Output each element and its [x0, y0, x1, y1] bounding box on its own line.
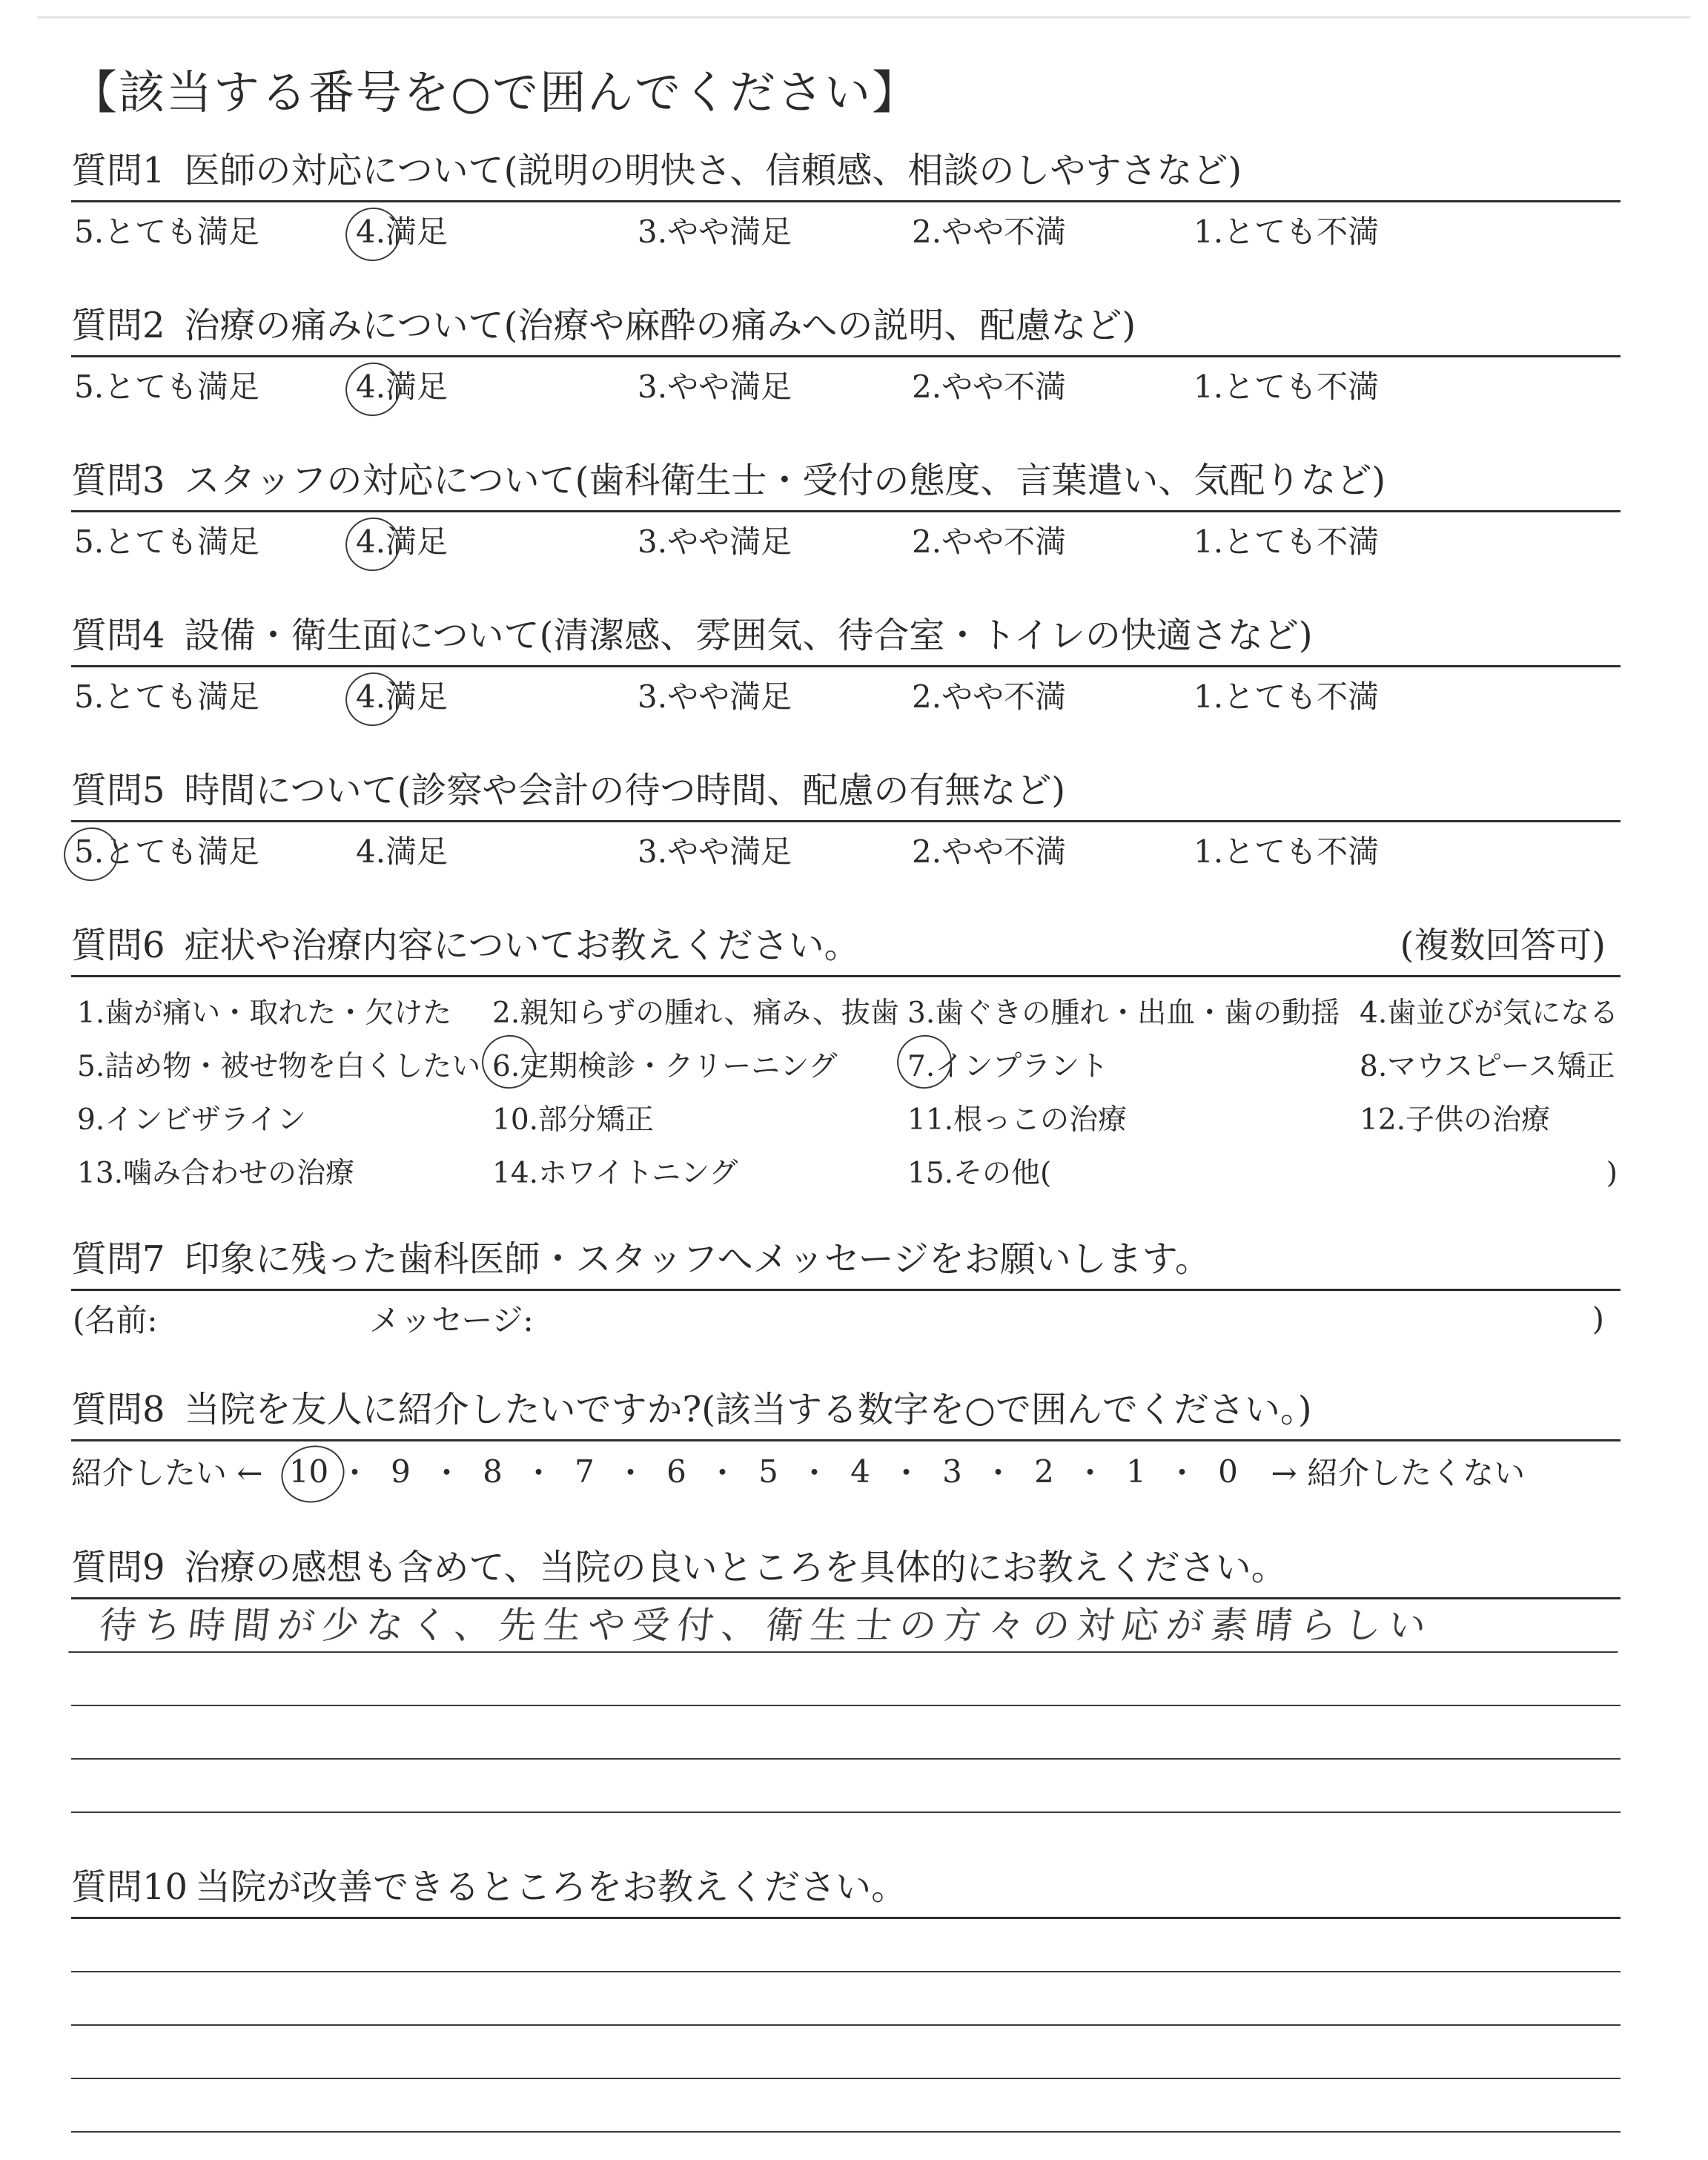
rating-option[interactable]	[1194, 518, 1379, 562]
rating-option[interactable]	[356, 673, 448, 717]
option-label: 歯が痛い・取れた・欠けた	[105, 997, 452, 1030]
option-number: 4.	[356, 369, 386, 405]
question-header	[71, 606, 1621, 667]
option-label: やや満足	[667, 524, 792, 560]
option-label: やや満足	[667, 833, 792, 870]
answer-lines	[71, 1919, 1621, 2133]
rating-option[interactable]	[1194, 208, 1379, 252]
question-6	[71, 916, 1621, 1200]
message-label: メッセージ:	[369, 1302, 534, 1338]
scale-value[interactable]: 1	[1126, 1453, 1146, 1490]
rating-option[interactable]	[912, 673, 1066, 717]
option-label: 満足	[385, 214, 448, 250]
rating-options	[71, 667, 1621, 722]
question-number: 質問4	[71, 615, 165, 656]
option-label: やや不満	[941, 678, 1067, 715]
question-text: 時間について(診察や会計の待つ時間、配慮の有無など)	[184, 770, 1066, 811]
symptom-option[interactable]	[1360, 1094, 1626, 1146]
option-label: とても不満	[1223, 833, 1380, 870]
option-number: 2.	[912, 833, 942, 870]
question-5	[71, 761, 1621, 877]
option-number: 10.	[492, 1103, 539, 1137]
question-8	[71, 1380, 1621, 1501]
question-header	[71, 141, 1621, 202]
option-number: 4.	[356, 524, 386, 560]
option-number: 3.	[638, 524, 668, 560]
rating-options	[71, 357, 1621, 412]
question-text: 印象に残った歯科医師・スタッフへメッセージをお願いします。	[184, 1238, 1211, 1280]
rating-options	[71, 202, 1621, 257]
name-label: (名前:	[73, 1302, 158, 1338]
rating-option[interactable]	[638, 828, 792, 872]
option-label: 根っこの治療	[953, 1103, 1128, 1137]
question-number: 質問6	[71, 925, 165, 966]
handwritten-answer: 待ち時間が少なく、先生や受付、衛生士の方々の対応が素晴らしい	[68, 1599, 1623, 1653]
symptom-option[interactable]	[492, 988, 907, 1040]
option-number: 2.	[912, 214, 942, 250]
question-4	[71, 606, 1621, 722]
scale-value[interactable]: 8	[483, 1453, 503, 1490]
multiple-answer-note: (複数回答可)	[1400, 925, 1606, 966]
option-number: 14.	[492, 1157, 539, 1190]
scale-value[interactable]: 9	[391, 1453, 411, 1490]
rating-option[interactable]	[638, 518, 792, 562]
rating-option[interactable]	[1194, 673, 1379, 717]
question-7	[71, 1229, 1621, 1346]
option-label: マウスピース矯正	[1387, 1050, 1615, 1083]
rating-option[interactable]	[912, 208, 1066, 252]
option-number: 2.	[912, 369, 942, 405]
rating-option[interactable]	[356, 828, 448, 872]
option-label: やや不満	[941, 214, 1067, 250]
option-label: 歯並びが気になる	[1387, 997, 1619, 1030]
option-number: 2.	[492, 997, 520, 1030]
option-label: 詰め物・被せ物を白くしたい	[105, 1050, 481, 1083]
option-number: 4.	[356, 678, 386, 715]
rating-option[interactable]	[74, 828, 259, 872]
option-number: 5.	[74, 833, 105, 870]
symptom-option[interactable]	[492, 1094, 907, 1146]
option-number: 9.	[77, 1103, 105, 1137]
symptom-option[interactable]	[492, 1148, 907, 1200]
rating-option[interactable]	[912, 828, 1066, 872]
option-number: 4.	[1360, 997, 1388, 1030]
answer-lines	[71, 1597, 1621, 1813]
question-2	[71, 296, 1621, 412]
rating-option[interactable]	[638, 673, 792, 717]
rating-option[interactable]	[74, 518, 259, 562]
question-text: 当院を友人に紹介したいですか?(該当する数字を○で囲んでください。)	[184, 1389, 1312, 1430]
symptom-option[interactable]	[77, 1094, 492, 1146]
scale-value[interactable]: 4	[850, 1453, 870, 1490]
option-number: 12.	[1360, 1103, 1406, 1137]
scale-value[interactable]: 10	[285, 1453, 333, 1490]
option-label: とても不満	[1223, 524, 1380, 560]
option-number: 5.	[74, 524, 105, 560]
symptom-option[interactable]	[907, 1148, 1360, 1200]
scan-top-edge	[37, 16, 1690, 19]
question-text: スタッフの対応について(歯科衛生士・受付の態度、言葉遣い、気配りなど)	[184, 460, 1386, 501]
option-number: 11.	[907, 1103, 954, 1137]
question-3	[71, 451, 1621, 567]
rating-options	[71, 512, 1621, 567]
option-number: 15.	[907, 1157, 954, 1190]
answer-line	[71, 1972, 1621, 2026]
question-header	[71, 1857, 1621, 1919]
rating-options	[71, 822, 1621, 877]
rating-option[interactable]	[356, 518, 448, 562]
rating-option[interactable]	[356, 208, 448, 252]
scale-left-label: 紹介したい ←	[71, 1455, 263, 1491]
answer-line	[71, 2026, 1621, 2079]
option-label: やや満足	[667, 678, 792, 715]
symptom-option[interactable]	[907, 988, 1360, 1040]
question-text: 当院が改善できるところをお教えください。	[195, 1866, 907, 1908]
scale-separator: ・	[339, 1455, 371, 1491]
option-label: やや不満	[941, 833, 1067, 870]
symptom-option[interactable]	[492, 1041, 907, 1093]
option-label: やや満足	[667, 369, 792, 405]
question-text: 治療の痛みについて(治療や麻酔の痛みへの説明、配慮など)	[184, 305, 1136, 346]
scale-value[interactable]: 0	[1218, 1453, 1238, 1490]
question-text: 症状や治療内容についてお教えください。	[184, 925, 860, 966]
question-number: 質問2	[71, 305, 165, 346]
survey-sheet	[71, 59, 1621, 2133]
question-header	[71, 451, 1621, 512]
scale-separator: ・	[890, 1455, 922, 1491]
rating-option[interactable]	[74, 208, 259, 252]
scale-separator: ・	[431, 1455, 463, 1491]
option-number: 3.	[907, 997, 936, 1030]
scale-separator: ・	[706, 1455, 738, 1491]
option-label: 子供の治療	[1406, 1103, 1551, 1137]
answer-line	[71, 2079, 1621, 2133]
option-number: 3.	[638, 678, 668, 715]
option-number: 1.	[1194, 369, 1224, 405]
option-label: インプラント	[935, 1050, 1109, 1083]
option-number: 6.	[492, 1041, 520, 1093]
option-label: とても満足	[104, 833, 260, 870]
scale-separator: ・	[615, 1455, 646, 1491]
option-label: ホワイトニング	[538, 1157, 738, 1190]
option-label: とても満足	[104, 214, 260, 250]
symptom-option[interactable]	[1360, 988, 1626, 1040]
rating-option[interactable]	[74, 363, 259, 407]
recommend-scale	[71, 1441, 1621, 1501]
scale-right-label: → 紹介したくない	[1271, 1455, 1526, 1491]
symptom-option[interactable]	[1360, 1041, 1626, 1093]
option-label: 定期検診・クリーニング	[520, 1050, 838, 1083]
scale-separator: ・	[1166, 1455, 1198, 1491]
scale-separator: ・	[523, 1455, 555, 1491]
symptom-options	[71, 977, 1621, 1200]
scale-value[interactable]: 5	[758, 1453, 778, 1490]
option-number: 1.	[1194, 214, 1224, 250]
question-text: 医師の対応について(説明の明快さ、信頼感、相談のしやすさなど)	[184, 150, 1242, 191]
option-label: 満足	[385, 369, 448, 405]
scale-value[interactable]: 6	[666, 1453, 686, 1490]
option-label: 親知らずの腫れ、痛み、抜歯	[520, 997, 899, 1030]
rating-option[interactable]	[1194, 828, 1379, 872]
option-number: 2.	[912, 524, 942, 560]
question-header	[71, 761, 1621, 822]
option-label: とても満足	[104, 369, 260, 405]
option-number: 5.	[74, 678, 105, 715]
question-number: 質問8	[71, 1389, 165, 1430]
rating-option[interactable]	[638, 363, 792, 407]
symptom-option[interactable]	[907, 1041, 1360, 1093]
option-number: 5.	[74, 369, 105, 405]
question-number: 質問1	[71, 150, 165, 191]
option-number: 1.	[1194, 524, 1224, 560]
option-label: とても満足	[104, 678, 260, 715]
question-number: 質問3	[71, 460, 165, 501]
scale-separator: ・	[982, 1455, 1014, 1491]
other-closing-paren: )	[1606, 1157, 1618, 1190]
question-number: 質問10	[71, 1866, 188, 1908]
rating-option[interactable]	[74, 673, 259, 717]
message-line	[71, 1291, 1621, 1346]
option-label: とても不満	[1223, 678, 1380, 715]
option-label: とても満足	[104, 524, 260, 560]
page-title: 【該当する番号を○で囲んでください】	[71, 65, 920, 119]
question-1	[71, 141, 1621, 257]
scale-separator: ・	[1074, 1455, 1106, 1491]
symptom-option[interactable]	[907, 1094, 1360, 1146]
option-label: やや不満	[941, 524, 1067, 560]
option-number: 4.	[356, 214, 386, 250]
question-header	[71, 1229, 1621, 1291]
question-text: 治療の感想も含めて、当院の良いところを具体的にお教えください。	[184, 1547, 1287, 1588]
question-header	[71, 916, 1621, 977]
option-label: とても不満	[1223, 214, 1380, 250]
answer-line	[71, 1760, 1621, 1813]
option-label: 噛み合わせの治療	[123, 1157, 355, 1190]
rating-option[interactable]	[356, 363, 448, 407]
option-number: 1.	[1194, 678, 1224, 715]
question-number: 質問9	[71, 1547, 165, 1588]
answer-line	[71, 1706, 1621, 1760]
rating-option[interactable]	[912, 518, 1066, 562]
option-number: 1.	[1194, 833, 1224, 870]
closing-paren: )	[1592, 1300, 1604, 1337]
option-number: 3.	[638, 833, 668, 870]
scale-separator: ・	[798, 1455, 830, 1491]
option-label: 部分矯正	[538, 1103, 655, 1137]
option-number: 13.	[77, 1157, 124, 1190]
answer-line	[71, 1919, 1621, 1972]
rating-questions	[71, 141, 1621, 877]
question-number: 質問5	[71, 770, 165, 811]
option-label: やや不満	[941, 369, 1067, 405]
question-header	[71, 1538, 1621, 1597]
question-header	[71, 296, 1621, 357]
rating-option[interactable]	[638, 208, 792, 252]
option-label: 歯ぐきの腫れ・出血・歯の動揺	[935, 997, 1340, 1030]
rating-option[interactable]	[1194, 363, 1379, 407]
option-label: とても不満	[1223, 369, 1380, 405]
option-number: 7.	[907, 1041, 935, 1093]
option-number: 4.	[356, 833, 386, 870]
option-label: 満足	[385, 833, 448, 870]
question-number: 質問7	[71, 1238, 165, 1280]
question-header	[71, 1380, 1621, 1441]
option-number: 1.	[77, 997, 105, 1030]
question-9	[71, 1538, 1621, 1813]
scale-value[interactable]: 2	[1034, 1453, 1054, 1490]
option-number: 5.	[77, 1050, 105, 1083]
option-label: インビザライン	[105, 1103, 307, 1137]
symptom-option[interactable]	[77, 1148, 492, 1200]
option-label: 満足	[385, 678, 448, 715]
option-number: 8.	[1360, 1050, 1388, 1083]
scale-value[interactable]: 3	[942, 1453, 962, 1490]
rating-option[interactable]	[912, 363, 1066, 407]
option-label: その他(	[953, 1157, 1052, 1190]
option-number: 5.	[74, 214, 105, 250]
option-label: やや満足	[667, 214, 792, 250]
question-10	[71, 1857, 1621, 2133]
option-label: 満足	[385, 524, 448, 560]
option-number: 2.	[912, 678, 942, 715]
option-number: 3.	[638, 369, 668, 405]
question-text: 設備・衛生面について(清潔感、雰囲気、待合室・トイレの快適さなど)	[184, 615, 1313, 656]
option-number: 3.	[638, 214, 668, 250]
scale-value[interactable]: 7	[575, 1453, 595, 1490]
symptom-option[interactable]	[77, 988, 492, 1040]
answer-line	[71, 1653, 1621, 1706]
symptom-option[interactable]	[77, 1041, 492, 1093]
